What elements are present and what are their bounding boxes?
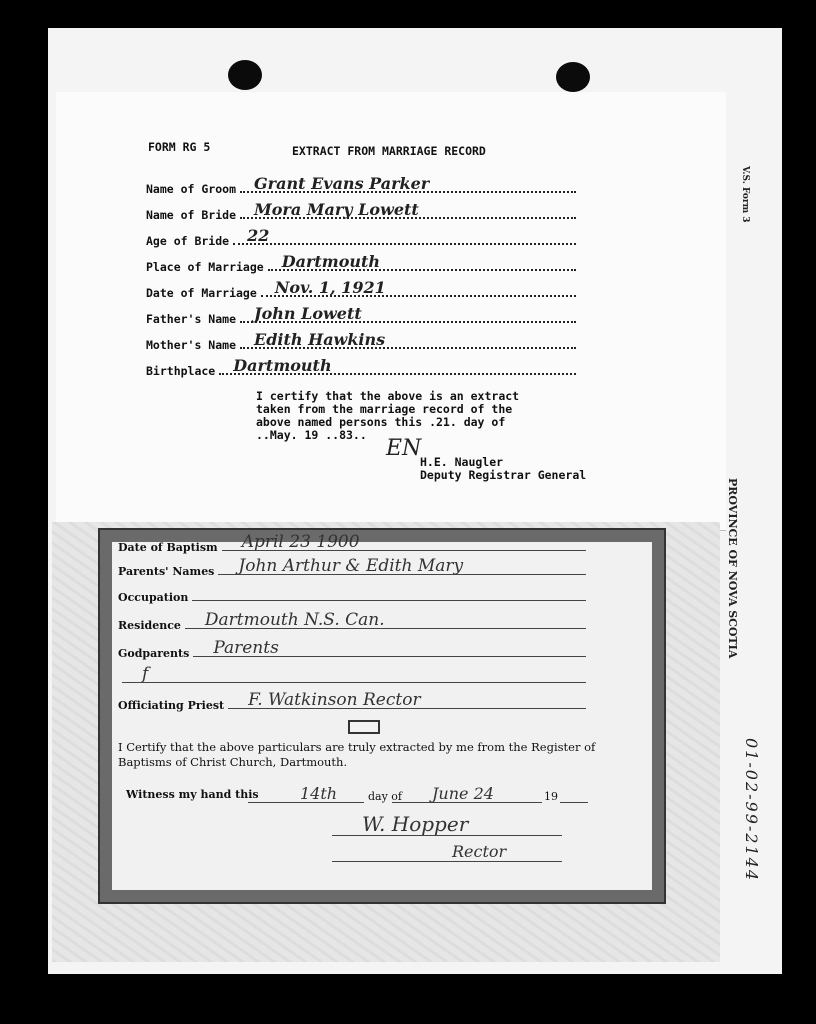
field-label: Father's Name [146, 312, 237, 326]
field-value: F. Watkinson Rector [248, 690, 421, 710]
field-bride-age [146, 228, 576, 248]
witness-month: June 24 [432, 784, 494, 803]
witness-label: Witness my hand this [126, 788, 259, 801]
field-father [146, 306, 576, 326]
field-value: Parents [213, 638, 279, 658]
field-label: Residence [118, 619, 181, 632]
field-label: Birthplace [146, 364, 216, 378]
field-label: Godparents [118, 647, 190, 660]
form-title: EXTRACT FROM MARRIAGE RECORD [292, 144, 486, 158]
side-number: 01-02-99-2144 [742, 738, 761, 883]
field-label: Occupation [118, 591, 189, 604]
field-value: Grant Evans Parker [254, 174, 430, 193]
field-value: April 23 1900 [241, 532, 360, 552]
field-groom [146, 176, 576, 196]
field-parents-names [118, 558, 586, 578]
field-label: Parents' Names [118, 565, 215, 578]
punch-hole [228, 60, 262, 90]
field-value: Edith Hawkins [254, 330, 386, 349]
signer-title: Deputy Registrar General [420, 468, 587, 482]
punch-hole [556, 62, 590, 92]
field-residence [118, 612, 586, 632]
field-value: Dartmouth [281, 252, 381, 271]
field-date-of-baptism [118, 534, 586, 554]
field-date [146, 280, 576, 300]
field-mother [146, 332, 576, 352]
field-value: Mora Mary Lowett [254, 200, 419, 219]
signature-line [332, 860, 562, 862]
rector-signature: W. Hopper [362, 812, 469, 836]
day-of-label: day of [368, 790, 403, 803]
field-value: Dartmouth [233, 356, 332, 375]
field-value: Dartmouth N.S. Can. [204, 610, 385, 630]
field-occupation [118, 584, 586, 604]
cert-line: I certify that the above is an extract [256, 389, 520, 403]
field-officiating-priest [118, 692, 586, 712]
field-label: Place of Marriage [146, 260, 264, 274]
field-place [146, 254, 576, 274]
certificate-frame [100, 530, 664, 902]
year-line [560, 786, 588, 803]
form-id: FORM RG 5 [148, 140, 211, 154]
field-value: Nov. 1, 1921 [274, 278, 386, 297]
baptism-certify-text: I Certify that the above particulars are truly extracted by me from the Register of Baptisms of Christ Church, Dartmouth. [118, 740, 596, 769]
vs-form-label: V.S. Form 3 [740, 166, 750, 223]
field-label: Name of Groom [146, 182, 237, 196]
field-value: John Lowett [254, 304, 362, 323]
field-value: John Arthur & Edith Mary [238, 556, 464, 576]
field-label: Date of Marriage [146, 286, 257, 300]
field-godparents [118, 640, 586, 660]
cert-line: above named persons this .21. day of [256, 415, 506, 429]
field-label: Name of Bride [146, 208, 237, 222]
witness-date: 14th [300, 784, 338, 803]
signer-name: H.E. Naugler [420, 455, 504, 469]
field-label: Age of Bride [146, 234, 230, 248]
province-label: PROVINCE OF NOVA SCOTIA [726, 478, 739, 659]
cert-line: ..May. 19 ..83.. [256, 428, 367, 442]
field-label: Date of Baptism [118, 541, 218, 554]
baptism-certificate [52, 522, 720, 962]
witness-row [126, 786, 586, 804]
field-value: f [142, 664, 149, 684]
field-birthplace [146, 358, 576, 378]
cert-line: taken from the marriage record of the [256, 402, 513, 416]
field-label: Mother's Name [146, 338, 237, 352]
year-label: 19 [544, 790, 558, 803]
field-value: 22 [247, 226, 270, 245]
ornament-divider [348, 720, 380, 734]
signer-block [420, 456, 586, 482]
registrar-signature: EN [386, 436, 422, 461]
rector-title: Rector [452, 842, 507, 861]
field-label: Officiating Priest [118, 699, 225, 712]
certification-text [256, 390, 576, 442]
field-bride [146, 202, 576, 222]
marriage-extract-form [56, 92, 726, 530]
field-blank [118, 666, 586, 686]
